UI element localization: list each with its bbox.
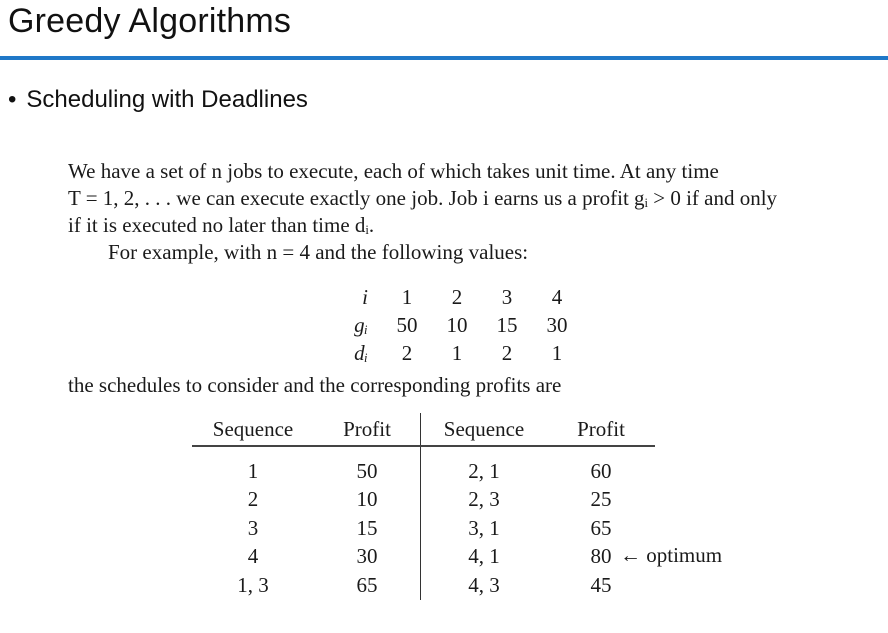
table-row [192,486,655,515]
schedules-table [192,413,655,600]
values-row-d [330,339,582,367]
schedules-header-row [192,413,655,446]
job-values-table [330,283,582,367]
bullet-item [8,86,308,114]
optimum-marker: ← optimum [620,543,723,567]
values-row-i [330,283,582,311]
paragraph-line-3: if it is executed no later than time dᵢ. [68,213,375,237]
paragraph-line-2: T = 1, 2, . . . we can execute exactly one job. Job i earns us a profit gᵢ > 0 if and only [68,186,778,210]
value-cell: 10 [446,312,468,337]
bullet-text: Scheduling with Deadlines [26,86,308,113]
sequence-cell: 4, 1 [421,543,548,572]
value-cell: 2 [451,284,463,309]
row-label: i [362,284,368,309]
sequence-cell: 1, 3 [237,572,269,597]
sequence-cell: 3 [247,515,259,540]
value-cell: 3 [501,284,513,309]
paragraph-line-1: We have a set of n jobs to execute, each of which takes unit time. At any time [68,159,719,183]
table-row [192,571,655,600]
profit-cell: 60 [590,458,612,483]
schedules-intro: the schedules to consider and the corresponding profits are [68,373,562,397]
row-label: gᵢ [354,312,368,337]
header-sequence: Sequence [212,416,294,441]
profit-cell: 10 [356,487,378,512]
title-divider [0,56,888,60]
header-sequence: Sequence [421,413,548,446]
table-row [192,446,655,486]
value-cell: 2 [401,340,413,365]
value-cell: 1 [401,284,413,309]
sequence-cell: 2 [247,487,259,512]
sequence-cell: 4 [247,544,259,569]
value-cell: 50 [396,312,418,337]
value-cell: 1 [451,340,463,365]
profit-cell: 65 [590,515,612,540]
value-cell: 2 [501,340,513,365]
header-profit: Profit [577,416,625,441]
paragraph-line-4: For example, with n = 4 and the following values: [108,240,529,264]
slide-title: Greedy Algorithms [8,2,292,40]
profit-cell: 30 [356,544,378,569]
header-profit: Profit [343,416,391,441]
value-cell: 1 [551,340,563,365]
profit-cell: 80 [590,544,612,569]
sequence-cell: 4, 3 [421,571,548,600]
problem-paragraph [68,158,868,266]
table-row [192,543,655,572]
sequence-cell: 2, 1 [421,446,548,486]
sequence-cell: 1 [247,458,259,483]
sequence-cell: 2, 3 [421,486,548,515]
table-row [192,514,655,543]
bullet-dot: • [8,86,17,113]
profit-cell: 50 [356,458,378,483]
values-row-g [330,311,582,339]
profit-cell: 65 [356,572,378,597]
profit-cell: 45 [590,572,612,597]
profit-cell: 15 [356,515,378,540]
value-cell: 15 [496,312,518,337]
profit-cell: 25 [590,487,612,512]
value-cell: 4 [551,284,563,309]
value-cell: 30 [546,312,568,337]
sequence-cell: 3, 1 [421,514,548,543]
row-label: dᵢ [354,340,368,365]
